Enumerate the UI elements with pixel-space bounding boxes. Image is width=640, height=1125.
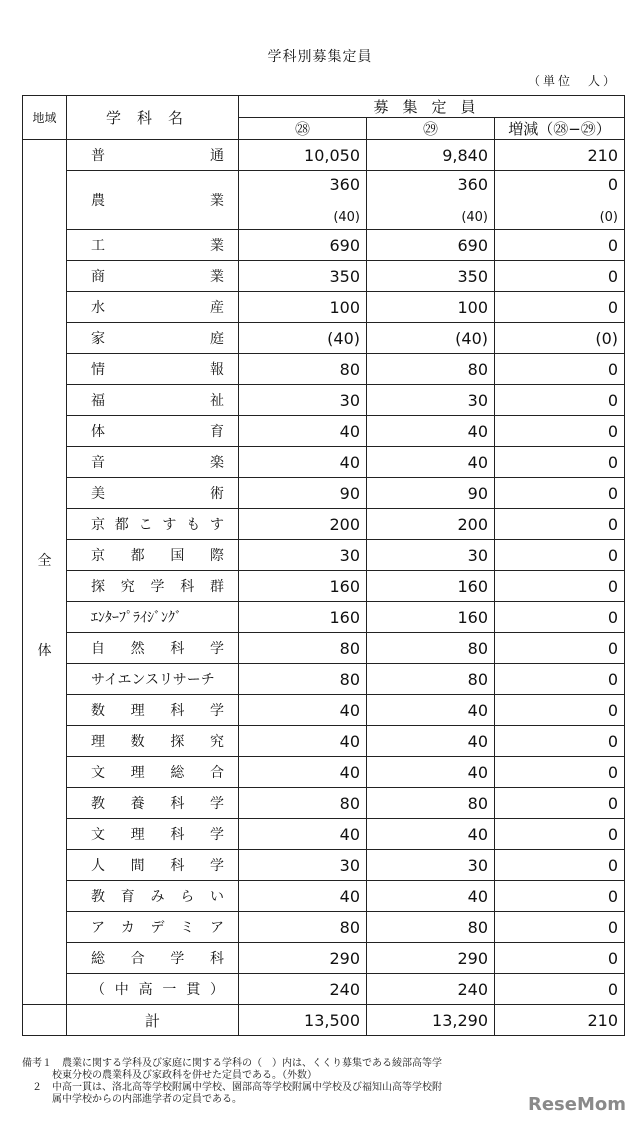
department-name-char: 一: [162, 982, 177, 998]
department-name-char: 自: [91, 641, 105, 657]
department-name-char: 学: [150, 579, 165, 595]
table-row: [23, 478, 625, 509]
unit-label: （単位 人）: [527, 74, 618, 88]
department-name-char: 高: [138, 982, 153, 998]
value-cell-1: 40: [239, 819, 367, 850]
department-name-char: カ: [120, 920, 135, 936]
total-row: [23, 1005, 625, 1036]
department-name-char: 学: [209, 703, 224, 719]
department-name-char: 都: [114, 517, 129, 533]
value-cell-2: 30: [367, 385, 495, 416]
department-name-char: 学: [209, 827, 224, 843]
department-name: [67, 509, 239, 540]
header-col2: ㉙: [367, 118, 495, 140]
department-name-char: 家: [91, 331, 105, 347]
table-row: [23, 850, 625, 881]
department-name: [67, 478, 239, 509]
value: 0: [607, 175, 619, 194]
department-name-char: 合: [130, 951, 145, 967]
value-cell-1: 30: [239, 850, 367, 881]
table-row: [23, 171, 625, 230]
table-row: [23, 230, 625, 261]
header-col1: ㉘: [239, 118, 367, 140]
department-name-char: 数: [91, 703, 105, 719]
value-cell-1: 40: [239, 695, 367, 726]
department-name-char: 科: [170, 858, 185, 874]
department-name: [67, 540, 239, 571]
department-name-char: い: [210, 889, 224, 905]
department-name: [67, 385, 239, 416]
department-name: [67, 416, 239, 447]
table-row: [23, 695, 625, 726]
table-row: [23, 323, 625, 354]
total-value-1: 13,500: [239, 1005, 367, 1036]
value-cell-2: 40: [367, 447, 495, 478]
value-cell-3: 0: [495, 416, 625, 447]
value-cell-2: 40: [367, 881, 495, 912]
department-name-char: 楽: [210, 455, 224, 471]
value-cell-1: 40: [239, 726, 367, 757]
value-paren: (40): [333, 210, 360, 225]
department-name-char: 農: [91, 193, 105, 209]
department-name-char: す: [162, 517, 177, 533]
value-cell-3: 0: [495, 819, 625, 850]
department-name-char: ら: [180, 889, 195, 905]
department-name: [67, 571, 239, 602]
value-cell-1: 200: [239, 509, 367, 540]
value-cell-3: 0: [495, 633, 625, 664]
department-name: [67, 171, 239, 230]
value-cell-3: 0: [495, 540, 625, 571]
value-cell-3: 210: [495, 140, 625, 171]
department-name-char: ア: [210, 920, 224, 936]
department-name-char: 国: [170, 548, 185, 564]
value-cell-2: 200: [367, 509, 495, 540]
department-name-char: 科: [170, 796, 185, 812]
value-cell-1: 30: [239, 540, 367, 571]
department-name: [67, 819, 239, 850]
table-row: [23, 943, 625, 974]
value-cell-1: 80: [239, 664, 367, 695]
department-name: [67, 943, 239, 974]
value-cell-3: 0: [495, 850, 625, 881]
department-name-char: 業: [210, 238, 224, 254]
department-name-char: 理: [130, 765, 145, 781]
department-name: [67, 292, 239, 323]
department-name-char: 人: [91, 858, 105, 874]
department-name-char: 学: [209, 641, 224, 657]
enrollment-table: [22, 95, 625, 1036]
table-row: [23, 416, 625, 447]
header-col3: 増減（㉘−㉙）: [495, 118, 625, 140]
value-cell-3: 0: [495, 230, 625, 261]
value-cell-1: 80: [239, 912, 367, 943]
department-name-char: 商: [91, 269, 105, 285]
table-row: [23, 540, 625, 571]
department-name-char: 工: [91, 238, 105, 254]
value-cell-2: 90: [367, 478, 495, 509]
department-name-char: 究: [209, 734, 224, 750]
value-cell-3: 0: [495, 385, 625, 416]
value-cell-2: 290: [367, 943, 495, 974]
value-cell-1: 30: [239, 385, 367, 416]
note-line: ２ 中高一貫は、洛北高等学校附属中学校、園部高等学校附属中学校及び福知山高等学校附: [22, 1082, 442, 1093]
value-cell-2: 690: [367, 230, 495, 261]
value-cell-3: 0: [495, 974, 625, 1005]
header-group: 募集定員: [239, 96, 625, 118]
value-cell-2: 160: [367, 571, 495, 602]
department-name: [67, 757, 239, 788]
value-cell-1: 40: [239, 881, 367, 912]
value-cell-3: 0: [495, 447, 625, 478]
department-name-char: サイエンスリサーチ: [91, 672, 215, 688]
department-name: [67, 664, 239, 695]
table-row: [23, 757, 625, 788]
department-name-char: 究: [120, 579, 135, 595]
value-cell-1: 40: [239, 757, 367, 788]
department-name-char: 総: [91, 951, 105, 967]
department-name: [67, 633, 239, 664]
department-name: [67, 881, 239, 912]
department-name-char: 総: [170, 765, 185, 781]
department-name: [67, 912, 239, 943]
department-name-char: 業: [210, 193, 224, 209]
value-cell-1: 80: [239, 354, 367, 385]
department-name-char: 都: [130, 548, 145, 564]
value-cell-3: 0: [495, 354, 625, 385]
department-name-char: 貫: [186, 982, 201, 998]
value-cell-1: 160: [239, 602, 367, 633]
department-name: [67, 323, 239, 354]
value-cell-3: 0: [495, 881, 625, 912]
header-name: 学科名: [67, 96, 239, 140]
total-blank: [23, 1005, 67, 1036]
department-name-char: 科: [209, 951, 224, 967]
department-name-char: 術: [210, 486, 224, 502]
value-cell-1: 240: [239, 974, 367, 1005]
value-cell-2: 350: [367, 261, 495, 292]
department-name: [67, 447, 239, 478]
value-cell-3: 0: [495, 602, 625, 633]
table-row: [23, 819, 625, 850]
value-cell-2: 240: [367, 974, 495, 1005]
department-name-char: 中: [114, 982, 129, 998]
table-row: [23, 509, 625, 540]
table-row: [23, 261, 625, 292]
department-name-char: 養: [130, 796, 145, 812]
department-name-char: こ: [138, 517, 153, 533]
department-name-char: 学: [209, 858, 224, 874]
table-row: [23, 447, 625, 478]
department-name-char: 報: [210, 362, 224, 378]
department-name-char: 科: [170, 703, 185, 719]
value-cell-2: 40: [367, 819, 495, 850]
department-name-char: 教: [91, 889, 105, 905]
table-row: [23, 602, 625, 633]
table-row: [23, 633, 625, 664]
department-name-char: 探: [170, 734, 185, 750]
value-cell-3: 0: [495, 788, 625, 819]
value-cell-2: 30: [367, 850, 495, 881]
department-name-char: 探: [91, 579, 105, 595]
value-cell-2: 40: [367, 757, 495, 788]
department-name-char: 京: [91, 548, 105, 564]
value-cell-3: 0: [495, 726, 625, 757]
value-cell-3: 0: [495, 292, 625, 323]
value-cell-3: 0: [495, 261, 625, 292]
department-name-char: （: [91, 982, 105, 998]
department-name-char: 理: [91, 734, 105, 750]
department-name-char: ）: [209, 982, 224, 998]
department-name-char: す: [209, 517, 224, 533]
department-name-char: 科: [170, 827, 185, 843]
department-name-char: 間: [130, 858, 145, 874]
department-name-char: 育: [120, 889, 135, 905]
value-paren: (40): [461, 210, 488, 225]
department-name-char: 福: [91, 393, 105, 409]
value-cell-3: 0: [495, 912, 625, 943]
department-name: [67, 354, 239, 385]
value-cell-3: 0: [495, 943, 625, 974]
total-value-3: 210: [495, 1005, 625, 1036]
department-name-char: 普: [91, 148, 105, 164]
value-cell-2: 40: [367, 416, 495, 447]
value-cell-2: 160: [367, 602, 495, 633]
value-cell-1: 160: [239, 571, 367, 602]
value-cell-1: (40): [239, 323, 367, 354]
total-value-2: 13,290: [367, 1005, 495, 1036]
department-name-char: 理: [130, 827, 145, 843]
table-row: [23, 354, 625, 385]
department-name-char: 業: [210, 269, 224, 285]
value-cell-1: [239, 171, 367, 230]
value-cell-2: 80: [367, 788, 495, 819]
value: 360: [457, 175, 488, 194]
value-cell-2: [367, 171, 495, 230]
department-name-char: 文: [91, 827, 105, 843]
department-name-char: 庭: [210, 331, 224, 347]
department-name-char: 科: [170, 641, 185, 657]
department-name: [67, 695, 239, 726]
value-cell-1: 290: [239, 943, 367, 974]
department-name-char: 水: [91, 300, 105, 316]
region-cell: [23, 140, 67, 1005]
value-cell-2: 80: [367, 354, 495, 385]
department-name-char: 体: [91, 424, 105, 440]
table-row: [23, 726, 625, 757]
value-paren: (0): [599, 210, 619, 225]
value-cell-1: 90: [239, 478, 367, 509]
value-cell-1: 40: [239, 416, 367, 447]
department-name-char: 際: [209, 548, 224, 564]
department-name-char: 情: [91, 362, 105, 378]
department-name-char: 美: [91, 486, 105, 502]
department-name: [67, 788, 239, 819]
department-name-char: 京: [91, 517, 105, 533]
department-name: [67, 602, 239, 633]
table-row: [23, 912, 625, 943]
department-name-char: ミ: [180, 920, 195, 936]
value-cell-2: (40): [367, 323, 495, 354]
department-name-char: 産: [210, 300, 224, 316]
table-row: [23, 881, 625, 912]
value-cell-3: 0: [495, 509, 625, 540]
department-name-char: 科: [180, 579, 195, 595]
header-region: 地域: [23, 96, 67, 140]
department-name-char: 理: [130, 703, 145, 719]
department-name: [67, 726, 239, 757]
department-name-char: デ: [150, 920, 165, 936]
value-cell-1: 10,050: [239, 140, 367, 171]
department-name-char: み: [150, 889, 165, 905]
department-name-char: 通: [210, 148, 224, 164]
department-name-char: 育: [210, 424, 224, 440]
department-name-char: 学: [209, 796, 224, 812]
department-name-char: 群: [210, 579, 224, 595]
page-title: 学科別募集定員: [267, 49, 373, 65]
department-name-char: も: [186, 517, 201, 533]
value-cell-1: 80: [239, 633, 367, 664]
value-cell-2: 100: [367, 292, 495, 323]
value-cell-3: 0: [495, 571, 625, 602]
department-name-char: 祉: [210, 393, 224, 409]
department-name-char: 音: [91, 455, 105, 471]
value-cell-1: 350: [239, 261, 367, 292]
value-cell-3: 0: [495, 757, 625, 788]
value: 360: [329, 175, 360, 194]
table-row: [23, 788, 625, 819]
value-cell-2: 40: [367, 726, 495, 757]
department-name-char: 然: [130, 641, 145, 657]
value-cell-3: [495, 171, 625, 230]
value-cell-1: 80: [239, 788, 367, 819]
department-name: [67, 261, 239, 292]
department-name-char: 文: [91, 765, 105, 781]
department-name: [67, 230, 239, 261]
table-row: [23, 385, 625, 416]
department-name-char: 学: [170, 951, 185, 967]
value-cell-2: 30: [367, 540, 495, 571]
table-row: [23, 974, 625, 1005]
value-cell-1: 100: [239, 292, 367, 323]
value-cell-2: 9,840: [367, 140, 495, 171]
table-row: [23, 571, 625, 602]
value-cell-2: 80: [367, 912, 495, 943]
value-cell-2: 80: [367, 664, 495, 695]
department-name-char: ｴﾝﾀｰﾌﾟﾗｲｼﾞﾝｸﾞ: [91, 610, 182, 626]
note-line: 校東分校の農業科及び家政科を併せた定員である。（外数）: [22, 1070, 317, 1081]
department-name: [67, 850, 239, 881]
region-label: 全: [37, 553, 52, 569]
table-row: [23, 664, 625, 695]
value-cell-3: 0: [495, 695, 625, 726]
table-row: [23, 140, 625, 171]
watermark-logo: ReseMom: [527, 1094, 626, 1115]
department-name-char: 合: [209, 765, 224, 781]
value-cell-1: 40: [239, 447, 367, 478]
department-name-char: ア: [91, 920, 105, 936]
value-cell-1: 690: [239, 230, 367, 261]
department-name: [67, 140, 239, 171]
total-label: 計: [67, 1005, 239, 1036]
note-line: 備考１ 農業に関する学科及び家庭に関する学科の（ ）内は、くくり募集である綾部高等学: [22, 1058, 442, 1069]
value-cell-2: 80: [367, 633, 495, 664]
department-name-char: 数: [130, 734, 145, 750]
region-label: 体: [37, 643, 52, 659]
department-name: [67, 974, 239, 1005]
value-cell-3: 0: [495, 664, 625, 695]
department-name-char: 教: [91, 796, 105, 812]
table-row: [23, 292, 625, 323]
value-cell-2: 40: [367, 695, 495, 726]
value-cell-3: 0: [495, 478, 625, 509]
value-cell-3: (0): [495, 323, 625, 354]
note-line: 属中学校からの内部進学者の定員である。: [22, 1094, 242, 1105]
